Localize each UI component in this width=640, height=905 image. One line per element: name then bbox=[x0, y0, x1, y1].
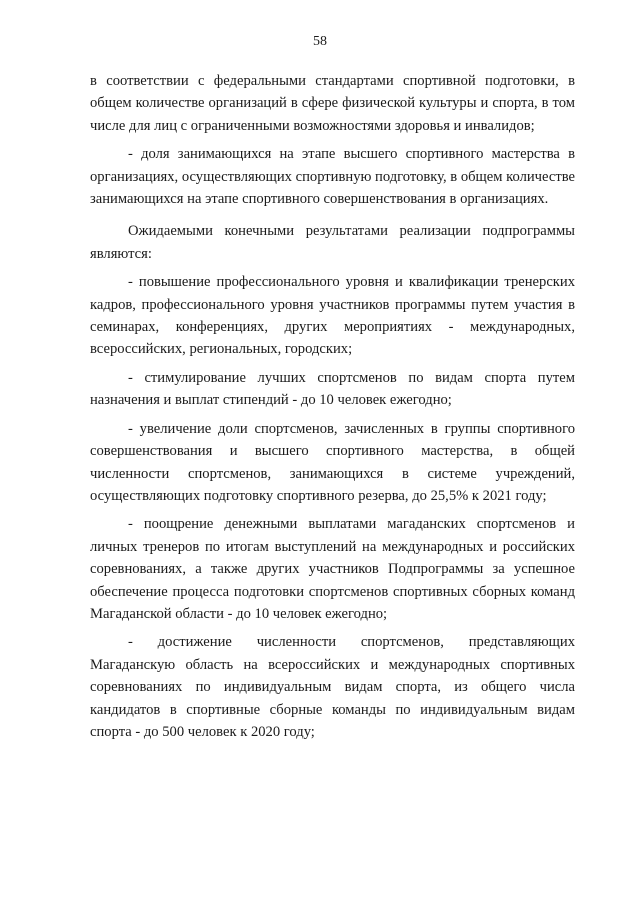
paragraph-item-qualification: - повышение профессионального уровня и квалификации тренерских кадров, профессионального уровня участников программы путем участия в семинарах, конференциях, других мероприятиях - международных, всероссийских, региональных, городских; bbox=[90, 274, 575, 358]
paragraph-expected-results: Ожидаемыми конечными результатами реализации подпрограммы являются: bbox=[90, 223, 575, 262]
page-number: 58 bbox=[313, 34, 327, 49]
paragraph-item-stipends: - стимулирование лучших спортсменов по видам спорта путем назначения и выплат стипендий - до 10 человек ежегодно; bbox=[90, 369, 575, 409]
paragraph-item-rewards: - поощрение денежными выплатами магаданских спортсменов и личных тренеров по итогам выступлений на международных и российских соревнованиях, а также других участников Подпрограммы за успешное обеспечение процесса подготовки спортсменов спортивных сборных команд Магаданской области - до 10 человек ежегодно; bbox=[90, 516, 575, 622]
paragraph-item-athlete-count: - достижение численности спортсменов, представляющих Магаданскую область на всероссийских и международных спортивных соревнованиях по индивидуальным видам спорта, из общего числа кандидатов в спортивные сборные команды по индивидуальным видам спорта - до 500 человек к 2020 году; bbox=[90, 634, 575, 740]
paragraph-item-share-athletes: - увеличение доли спортсменов, зачисленных в группы спортивного совершенствования и высшего спортивного мастерства, в общей численности спортсменов, занимающихся в системе учреждений, осуществляющих подготовку спортивного резерва, до 25,5% к 2021 году; bbox=[90, 420, 575, 504]
paragraph-continuation: в соответствии с федеральными стандартами спортивной подготовки, в общем количестве организаций в сфере физической культуры и спорта, в том числе для лиц с ограниченными возможностями здоровья и инвалидов; bbox=[90, 73, 575, 134]
document-body bbox=[90, 70, 575, 749]
paragraph-item-share-higher-mastery: - доля занимающихся на этапе высшего спортивного мастерства в организациях, осуществляющих спортивную подготовку, в общем количестве занимающихся на этапе спортивного совершенствования в организациях. bbox=[90, 146, 575, 208]
